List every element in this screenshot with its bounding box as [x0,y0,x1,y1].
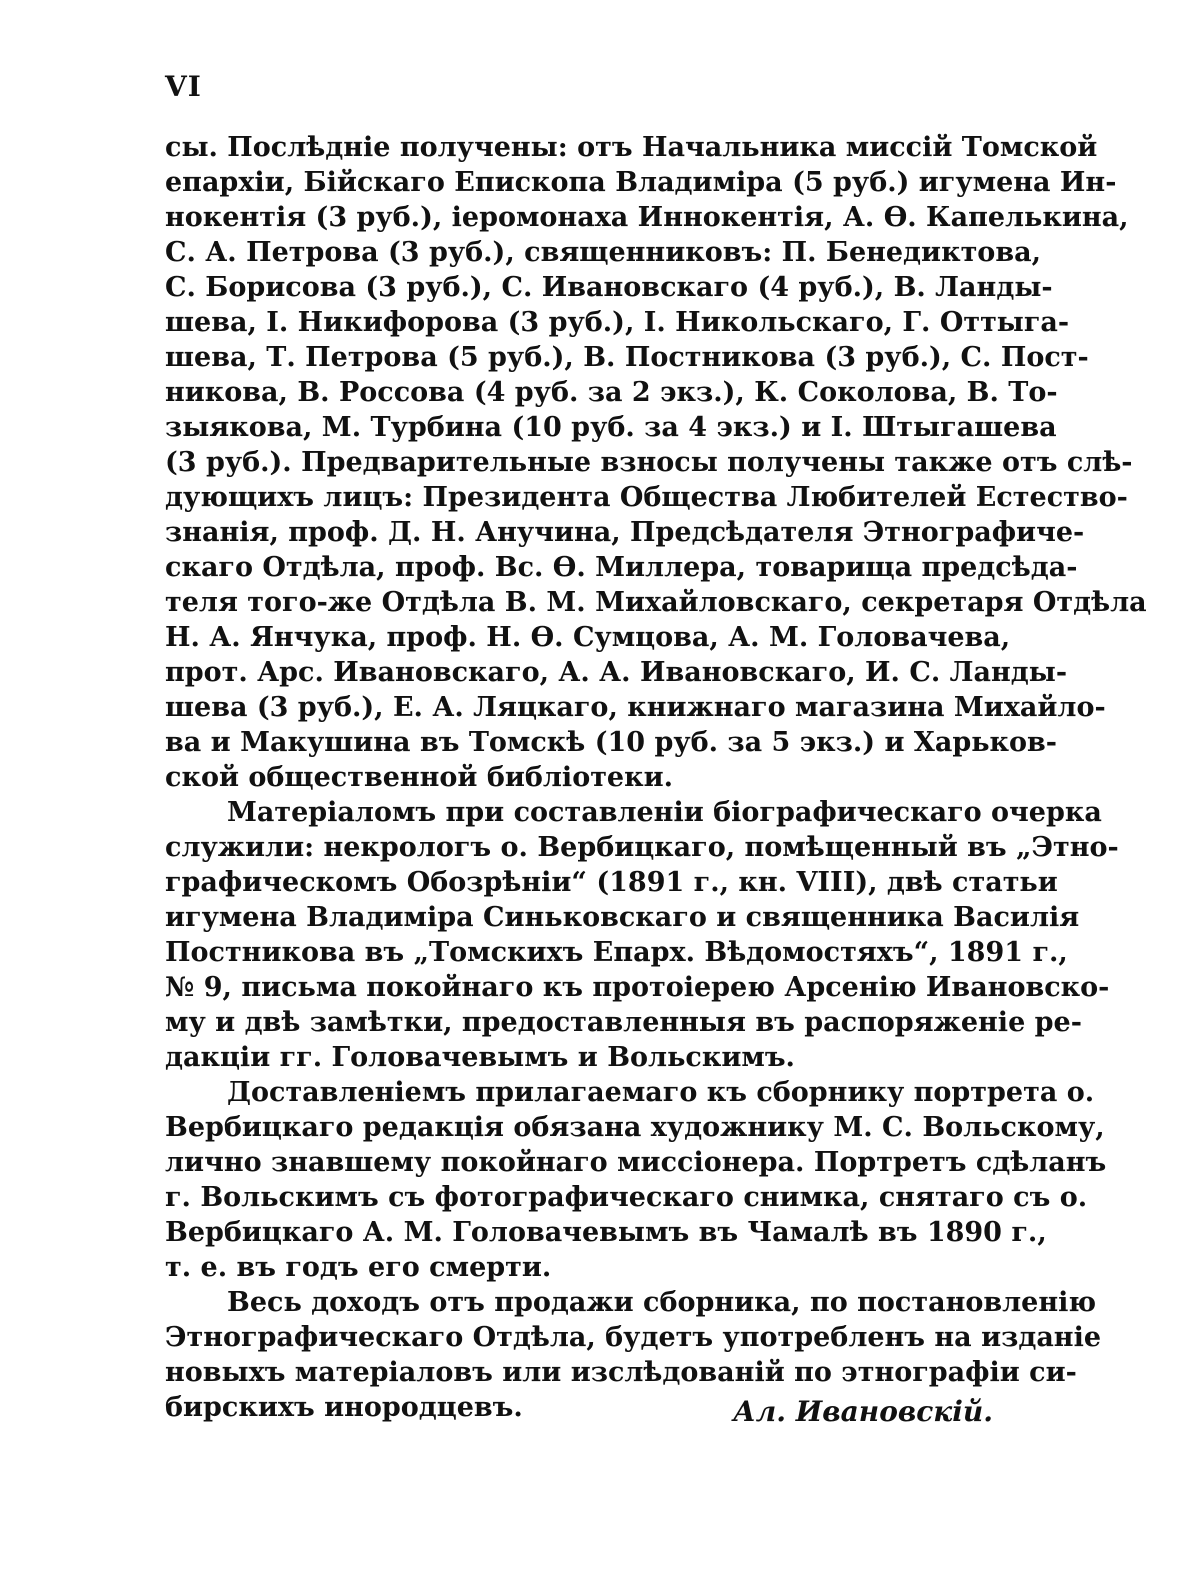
text-line: сы. Послѣднiе получены: отъ Начальника миссiй Томской [165,132,1098,163]
text-line: Доставленiемъ прилагаемаго къ сборнику портрета о. [227,1077,1095,1108]
text-line: служили: некрологъ о. Вербицкаго, помѣщенный въ „Этно- [165,832,1119,863]
text-line: лично знавшему покойнаго миссiонера. Портретъ сдѣланъ [165,1147,1107,1178]
paragraph [165,795,1119,1075]
text-line: г. Вольскимъ съ фотографическаго снимка, снятаго съ о. [165,1182,1088,1213]
text-line: Этнографическаго Отдѣла, будетъ употребленъ на изданiе [165,1322,1102,1353]
paragraph [165,130,1147,795]
text-line: теля того-же Отдѣла В. М. Михайловскаго, секретаря Отдѣла [165,587,1147,618]
text-line: шева (3 руб.), Е. А. Ляцкаго, книжнаго магазина Михайло- [165,692,1106,723]
text-line: дакцiи гг. Головачевымъ и Вольскимъ. [165,1042,795,1073]
text-line: прот. Арс. Ивановскаго, А. А. Ивановскаго, И. С. Ланды- [165,657,1068,688]
text-line: му и двѣ замѣтки, предоставленныя въ распоряженiе ре- [165,1007,1082,1038]
text-line: № 9, письма покойнаго къ протоiерею Арсенiю Ивановско- [165,972,1110,1003]
text-line: ва и Макушина въ Томскѣ (10 руб. за 5 экз.) и Харьков- [165,727,1058,758]
text-line: Н. А. Янчука, проф. Н. Ѳ. Сумцова, А. М. Головачева, [165,622,1011,653]
text-line: Вербицкаго А. М. Головачевымъ въ Чамалѣ въ 1890 г., [165,1217,1047,1248]
text-line: никова, В. Россова (4 руб. за 2 экз.), К. Соколова, В. То- [165,377,1058,408]
text-line: знанiя, проф. Д. Н. Анучина, Предсѣдателя Этнографиче- [165,517,1085,548]
text-line: новыхъ матерiаловъ или изслѣдованiй по этнографiи си- [165,1357,1077,1388]
text-line: скаго Отдѣла, проф. Вс. Ѳ. Миллера, товарища предсѣда- [165,552,1078,583]
text-line: С. Борисова (3 руб.), С. Ивановскаго (4 руб.), В. Ланды- [165,272,1053,303]
text-line: шева, Т. Петрова (5 руб.), В. Постникова (3 руб.), С. Пост- [165,342,1089,373]
body-text [165,130,1147,1425]
text-line: Весь доходъ отъ продажи сборника, по постановленiю [227,1287,1097,1318]
text-line: Вербицкаго редакцiя обязана художнику М. С. Вольскому, [165,1112,1105,1143]
text-line: Матерiаломъ при составленiи бiографическаго очерка [227,797,1102,828]
text-line: Постникова въ „Томскихъ Епарх. Вѣдомостяхъ“, 1891 г., [165,937,1068,968]
author-signature: Ал. Ивановскiй. [733,1395,993,1428]
text-line: (3 руб.). Предварительные взносы получены также отъ слѣ- [165,447,1133,478]
text-line: т. е. въ годъ его смерти. [165,1252,552,1283]
text-line: игумена Владимiра Синьковскаго и священника Василiя [165,902,1080,933]
text-line: графическомъ Обозрѣнiи“ (1891 г., кн. VIII), двѣ статьи [165,867,1058,898]
text-line: шева, I. Никифорова (3 руб.), I. Никольскаго, Г. Оттыга- [165,307,1070,338]
text-line: зыякова, М. Турбина (10 руб. за 4 экз.) и I. Штыгашева [165,412,1057,443]
page-number: VI [165,70,202,103]
text-line: бирскихъ инородцевъ. [165,1392,523,1423]
paragraph [165,1075,1107,1285]
text-line: епархiи, Бiйскаго Епископа Владимiра (5 руб.) игумена Ин- [165,167,1117,198]
text-line: ской общественной библiотеки. [165,762,674,793]
text-line: С. А. Петрова (3 руб.), священниковъ: П. Бенедиктова, [165,237,1041,268]
text-line: дующихъ лицъ: Президента Общества Любителей Естество- [165,482,1128,513]
text-line: нокентiя (3 руб.), iеромонаха Иннокентiя, А. Ѳ. Капелькина, [165,202,1129,233]
